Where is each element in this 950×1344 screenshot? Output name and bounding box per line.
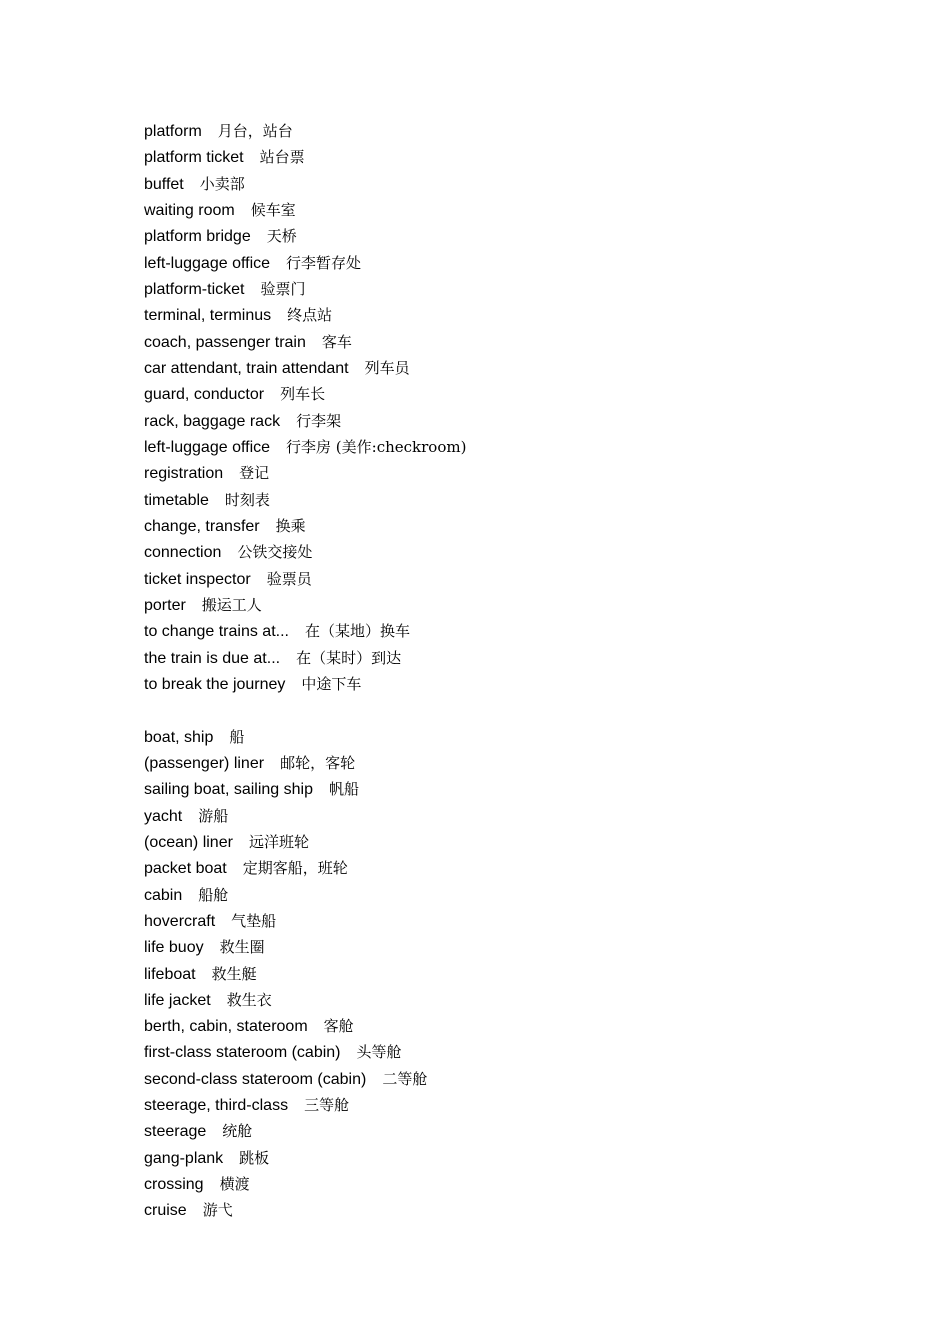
entry-meaning: 游船 [198,806,229,825]
entry-meaning: 行李架 [296,411,342,430]
glossary-entry [144,355,904,381]
entry-term: ticket inspector [144,570,251,588]
glossary-entry [144,961,904,987]
entry-meaning: 中途下车 [301,674,362,693]
entry-term: terminal, terminus [144,307,272,325]
entry-meaning: 横渡 [219,1175,250,1194]
entry-meaning: 小卖部 [199,174,245,193]
entry-meaning: 行李房 (美作:checkroom) [286,437,467,456]
glossary-entry [144,250,904,276]
entry-meaning: 三等舱 [304,1096,350,1115]
glossary-entry [144,1092,904,1118]
entry-term: to break the journey [144,675,286,693]
entry-meaning: 时刻表 [224,490,270,509]
entry-meaning: 游弋 [202,1201,233,1220]
section-spacer [144,697,904,723]
glossary-entry [144,1066,904,1092]
glossary-list [144,118,904,1224]
entry-term: berth, cabin, stateroom [144,1018,308,1036]
entry-term: cruise [144,1202,187,1220]
entry-term: platform bridge [144,228,251,246]
entry-term: guard, conductor [144,386,265,404]
glossary-entry [144,1145,904,1171]
entry-meaning: 登记 [239,464,270,483]
glossary-entry [144,197,904,223]
entry-meaning: 远洋班轮 [248,832,309,851]
glossary-entry [144,381,904,407]
entry-term: platform [144,123,202,140]
entry-meaning: 跳板 [239,1148,270,1167]
entry-meaning: 终点站 [287,306,333,325]
entry-meaning: 站台票 [259,148,305,167]
glossary-entry [144,1118,904,1144]
glossary-entry [144,776,904,802]
entry-term: change, transfer [144,517,260,535]
glossary-entry [144,329,904,355]
glossary-entry [144,618,904,644]
entry-term: timetable [144,491,209,509]
entry-term: cabin [144,886,183,904]
entry-term: the train is due at... [144,649,281,667]
entry-meaning: 救生衣 [226,990,272,1009]
entry-term: left-luggage office [144,254,271,272]
glossary-entry [144,513,904,539]
entry-meaning: 列车长 [280,385,326,404]
entry-meaning: 公铁交接处 [237,543,313,562]
entry-term: gang-plank [144,1149,224,1167]
glossary-entry [144,302,904,328]
entry-term: left-luggage office [144,438,271,456]
entry-term: first-class stateroom (cabin) [144,1044,341,1062]
entry-meaning: 验票员 [266,569,312,588]
entry-meaning: 搬运工人 [201,595,262,614]
entry-term: waiting room [144,201,235,219]
entry-meaning: 救生圈 [219,938,265,957]
glossary-entry [144,408,904,434]
entry-meaning: 验票门 [260,279,306,298]
glossary-entry [144,750,904,776]
entry-term: to change trains at... [144,623,289,641]
entry-term: buffet [144,175,184,193]
entry-term: car attendant, train attendant [144,359,349,377]
glossary-entry [144,171,904,197]
entry-meaning: 在（某时）到达 [296,648,402,667]
entry-term: (passenger) liner [144,754,265,772]
entry-meaning: 客舱 [323,1017,354,1036]
glossary-entry [144,908,904,934]
entry-meaning: 客车 [321,332,352,351]
entry-meaning: 列车员 [364,358,410,377]
glossary-entry [144,434,904,460]
glossary-entry [144,829,904,855]
entry-meaning: 头等舱 [356,1043,402,1062]
entry-term: life buoy [144,939,204,957]
glossary-entry [144,645,904,671]
glossary-entry [144,987,904,1013]
entry-term: coach, passenger train [144,333,306,351]
entry-term: steerage, third-class [144,1097,289,1115]
entry-term: steerage [144,1123,207,1141]
entry-term: sailing boat, sailing ship [144,781,313,799]
entry-meaning: 救生艇 [211,964,257,983]
entry-meaning: 船舱 [198,885,229,904]
entry-meaning: 月台，站台 [217,122,293,140]
glossary-entry [144,882,904,908]
entry-term: second-class stateroom (cabin) [144,1070,367,1088]
entry-term: registration [144,465,224,483]
glossary-entry [144,1013,904,1039]
entry-meaning: 二等舱 [382,1069,428,1088]
glossary-entry [144,724,904,750]
entry-term: rack, baggage rack [144,412,281,430]
glossary-entry [144,144,904,170]
glossary-entry [144,1197,904,1223]
glossary-entry [144,803,904,829]
entry-term: packet boat [144,860,227,878]
entry-term: platform-ticket [144,280,245,298]
entry-term: (ocean) liner [144,833,233,851]
glossary-entry [144,592,904,618]
entry-meaning: 定期客船，班轮 [242,859,348,878]
entry-term: platform ticket [144,149,244,167]
entry-meaning: 帆船 [329,780,360,799]
entry-meaning: 候车室 [250,200,296,219]
entry-meaning: 换乘 [275,516,306,535]
glossary-entry [144,223,904,249]
entry-term: hovercraft [144,912,216,930]
glossary-entry [144,460,904,486]
entry-meaning: 行李暂存处 [286,253,362,272]
glossary-entry [144,671,904,697]
entry-term: crossing [144,1176,204,1194]
entry-term: life jacket [144,991,211,1009]
entry-meaning: 天桥 [266,227,297,246]
glossary-entry [144,487,904,513]
entry-term: lifeboat [144,965,196,983]
entry-meaning: 统舱 [222,1122,253,1141]
entry-meaning: 船 [229,727,245,746]
entry-meaning: 气垫船 [231,911,277,930]
entry-term: boat, ship [144,728,214,746]
entry-meaning: 邮轮，客轮 [280,753,356,772]
glossary-entry [144,1039,904,1065]
glossary-entry [144,539,904,565]
glossary-entry [144,1171,904,1197]
glossary-entry [144,934,904,960]
entry-meaning: 在（某地）换车 [304,622,410,641]
glossary-entry [144,855,904,881]
glossary-entry [144,566,904,592]
glossary-entry [144,118,904,144]
entry-term: connection [144,544,222,562]
entry-term: porter [144,596,186,614]
glossary-entry [144,276,904,302]
entry-term: yacht [144,807,183,825]
